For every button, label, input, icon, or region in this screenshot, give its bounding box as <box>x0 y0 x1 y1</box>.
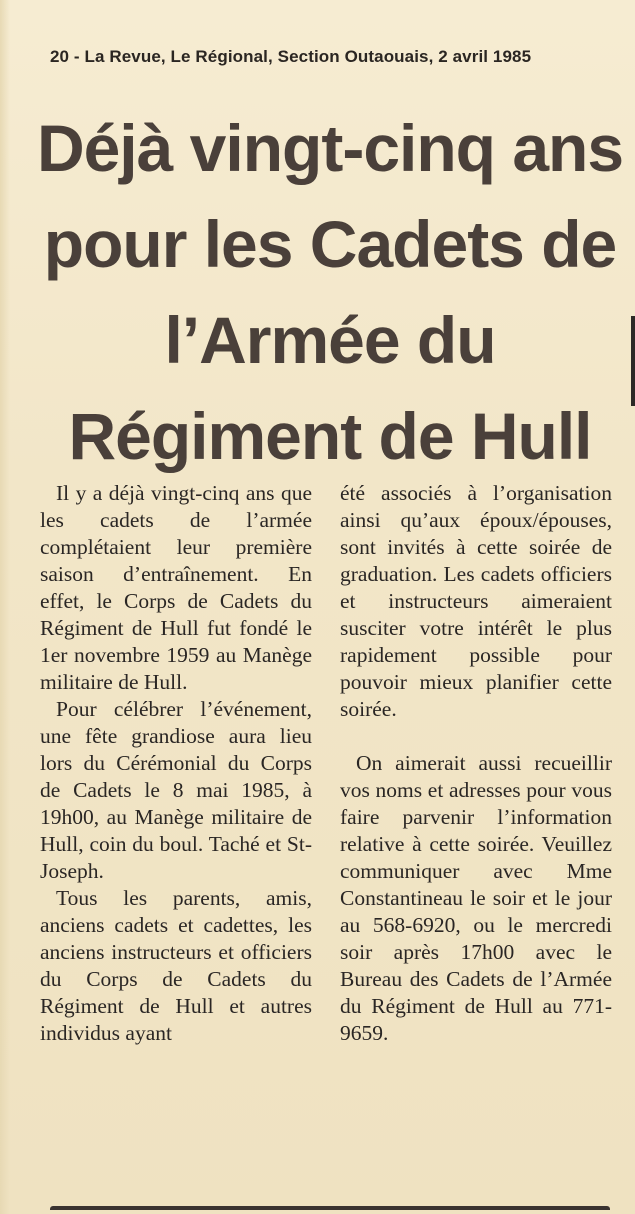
paragraph-invitation: Tous les parents, amis, anciens cadets et cadettes, les anciens instructeurs et officiers du Corps de Cadets du Régiment de Hull et autres individus ayant <box>40 886 312 1045</box>
paragraph-invitation-continued: été associés à l’organisation ainsi qu’aux époux/épouses, sont invités à cette soirée de graduation. Les cadets officiers et instructeurs aimeraient susciter votre intérêt le plus rapidement possible pour pouvoir mieux planifier cette soirée. <box>340 481 612 721</box>
headline <box>30 100 630 484</box>
paper-edge <box>0 0 10 1214</box>
article-column-right <box>340 480 612 1047</box>
headline-line-4: Régiment de Hull <box>68 399 592 473</box>
headline-line-3: l’Armée du <box>164 303 496 377</box>
dateline: 20 - La Revue, Le Régional, Section Outaouais, 2 avril 1985 <box>50 47 532 66</box>
headline-line-2: pour les Cadets de <box>43 207 617 281</box>
headline-line-1: Déjà vingt-cinq ans <box>36 111 624 185</box>
scan-edge-mark <box>631 316 635 406</box>
paragraph-contact: On aimerait aussi recueillir vos noms et adresses pour vous faire parvenir l’information relative à cette soirée. Veuillez communiquer avec Mme Constantineau le soir et le jour au 568-6920, ou le mercredi soir après 17h00 avec le Bureau des Cadets de l’Armée du Régiment de Hull au 771-9659. <box>340 751 612 1045</box>
paragraph-anniversary: Il y a déjà vingt-cinq ans que les cadets de l’armée complétaient leur première saison d’entraînement. En effet, le Corps de Cadets du Régiment de Hull fut fondé le 1er novembre 1959 au Manège militaire de Hull. <box>40 481 312 694</box>
paragraph-celebration: Pour célébrer l’événement, une fête grandiose aura lieu lors du Cérémonial du Corps de Cadets le 8 mai 1985, à 19h00, au Manège militaire de Hull, coin du boul. Taché et St-Joseph. <box>40 697 312 883</box>
article-column-left <box>40 480 312 1047</box>
bottom-border <box>50 1206 610 1210</box>
